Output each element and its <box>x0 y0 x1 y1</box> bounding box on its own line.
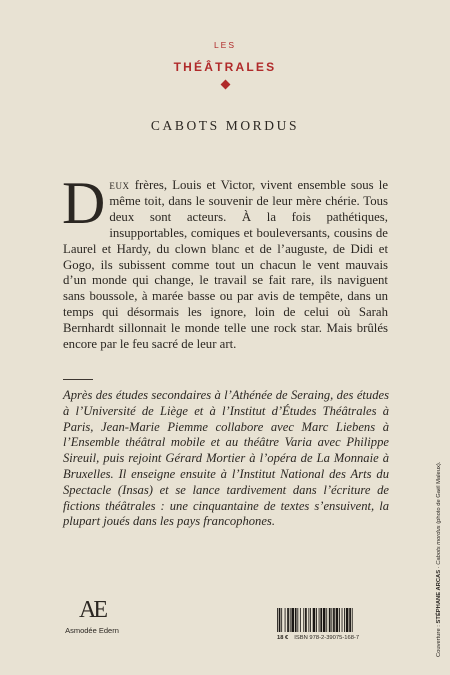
barcode-bar <box>319 608 320 632</box>
barcode-bar <box>303 608 304 632</box>
credit-sep: · <box>436 564 442 570</box>
barcode-bar <box>310 608 311 632</box>
isbn: ISBN 978-2-39075-168-7 <box>294 635 360 641</box>
barcode-caption <box>277 635 398 641</box>
credit-photo: (photo de Gaël Maleux). <box>436 461 442 526</box>
barcode-bar <box>279 608 281 632</box>
diamond-icon <box>220 80 230 90</box>
barcode-bar <box>339 608 340 632</box>
logo-name: THÉÂTRALES <box>173 60 277 74</box>
barcode-bar <box>285 608 286 632</box>
barcode-icon <box>277 608 398 632</box>
barcode-bar <box>305 608 307 632</box>
barcode-bar <box>281 608 282 632</box>
blurb-first-word: eux <box>109 178 130 192</box>
price: 18 € <box>277 635 289 641</box>
logo-les: LES <box>213 40 237 50</box>
barcode-bar <box>291 608 294 632</box>
barcode-bar <box>331 608 332 632</box>
credit-work: Cabots mordus <box>436 525 442 565</box>
barcode-bar <box>313 608 316 632</box>
barcode-bar <box>344 608 345 632</box>
barcode-bar <box>352 608 353 632</box>
divider <box>63 379 93 380</box>
credit-label: Couverture : <box>436 625 442 657</box>
barcode-bar <box>295 608 297 632</box>
author-bio: Après des études secondaires à l’Athénée de Seraing, des études à l’Université de Liège et à l’Institut d’Études Théâtrales à Paris, Jean-Marie Piemme collabore avec Marc Liebens à l’Ensemble théâtral mobile et au théâtre Varia avec Philippe Sireuil, puis rejoint Gérard Mortier à l’opéra de La Monnaie à Bruxelles. Il enseigne ensuite à l’Institut National des Arts du Spectacle (Insas) et se lance tardivement dans l’écriture de fictions théâtrales : une cinquantaine de textes s’ensuivent, la plupart joués dans les pays francophones. <box>63 388 389 529</box>
barcode-bar <box>287 608 289 632</box>
barcode-bar <box>349 608 351 632</box>
barcode-bar <box>290 608 291 632</box>
barcode-bar <box>297 608 298 632</box>
barcode-bar <box>320 608 322 632</box>
drop-cap: D <box>62 170 106 236</box>
cover-credit <box>436 462 442 657</box>
credit-artist: STÉPHANE ARCAS <box>436 569 442 624</box>
barcode-bar <box>300 608 301 632</box>
barcode-bar <box>342 608 343 632</box>
blurb-paragraph <box>62 170 388 353</box>
barcode-bar <box>333 608 335 632</box>
barcode-bar <box>346 608 349 632</box>
publisher-logo <box>52 598 132 635</box>
barcode-bar <box>326 608 327 632</box>
barcode-bar <box>329 608 331 632</box>
publisher-name: Asmodée Edern <box>65 626 119 635</box>
series-logo <box>0 40 450 88</box>
barcode-bar <box>323 608 326 632</box>
barcode-bar <box>277 608 278 632</box>
barcode-block <box>277 608 398 641</box>
barcode-bar <box>308 608 309 632</box>
barcode-bar <box>316 608 317 632</box>
barcode-bar <box>336 608 339 632</box>
publisher-mark: AE <box>79 597 105 623</box>
book-title: CABOTS MORDUS <box>150 118 300 133</box>
blurb-text: frères, Louis et Victor, vivent ensemble sous le même toit, dans le souvenir de leur mère chérie. Tous deux sont acteurs. À la fois pathétiques, insupportables, comiques et bouleversants, cousins de Laurel et Hardy, du clown blanc et de l’auguste, de Didi et Gogo, ils subissent comme tout un chacun le vent mauvais d’un monde qui change, le travail se fait rare, ils naviguent sans boussole, à marée basse ou par avis de tempête, dans un temps qui désormais les ignore, loin de celui où Sarah Bernhardt sillonnait le monde telle une rock star. Mais brûlés encore par le feu sacré de leur art. <box>63 178 388 352</box>
